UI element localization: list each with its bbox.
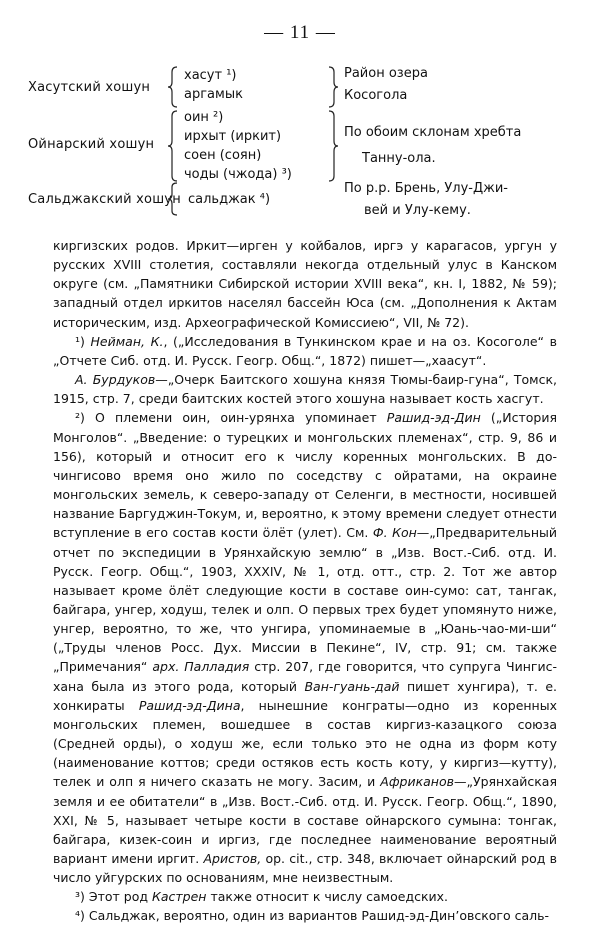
- clan-list: [188, 190, 270, 209]
- footnote-3: [53, 887, 557, 906]
- clan-item: хасут ¹): [184, 68, 237, 83]
- khoshun-name: Сальджакский хошун: [28, 192, 181, 207]
- page-number: — 11 —: [264, 22, 336, 43]
- left-brace: [168, 110, 178, 182]
- footnote-text: —„Предварительный отчет по экспедиции в Урянхайскую землю“ в „Изв. Вост.-Сиб. отд. И. Русск. Геогр. Общ.“, 1903, XXXIV, № 1, отд. отт., стр. 2. Тот же автор называет кроме öлёт следующие кости в составе оин-сумо: сат, тангак, байгара, унгер, ходуш, телек и олп. О первых трех будет упомянуто ниже, унгер, вероятно, то же, что унгира, упоминаемые в „Юань-чао-ми-ши“ („Труды членов Росс. Дух. Миссии в Пекине“, IV, стр. 91; см. также „Примечания“: [53, 525, 557, 675]
- clan-list: [184, 66, 243, 104]
- clan-item: оин ²): [184, 110, 224, 125]
- footnote-4: [53, 906, 557, 925]
- author-name: Ван-гуань-дай: [304, 678, 400, 694]
- footnote-text: —„Очерк Баитского хошуна князя Тюмы-баир-гуна“, Томск, 1915, стр. 7, среди баитских костей этого хошуна называет кость хасгут.: [53, 372, 557, 407]
- footnote-text: ³) Этот род: [75, 889, 152, 905]
- author-name: А. Бурдуков: [75, 372, 156, 388]
- author-name: Африканов: [380, 774, 454, 790]
- author-name: арх. Палладия: [152, 659, 250, 675]
- author-name: Рашид-эд-Дина: [138, 697, 241, 713]
- region: [344, 178, 508, 222]
- footnote-1: [53, 332, 557, 370]
- footnote-marker: ¹): [75, 333, 91, 349]
- footnote-text: ⁴) Сальджак, вероятно, один из вариантов Рашид-эд-Дин’овского саль-: [75, 908, 549, 924]
- region-line: По обоим склонам хребта: [344, 125, 522, 140]
- footnote-text: op. cit., стр. 348, включает ойнарский род в число уйгурских по основаниям, мне неизвестным.: [53, 851, 557, 886]
- region: [344, 63, 428, 107]
- author-name: Аристов,: [203, 851, 262, 866]
- clan-item: сальджак ⁴): [188, 192, 271, 207]
- footnote-text: , („Исследования в Тункинском крае и на оз. Косоголе“ в „Отчете Сиб. отд. И. Русск. Геогр. Общ.“, 1872) пишет—„хаасут“.: [53, 333, 557, 368]
- region-line: Район озера: [344, 66, 428, 81]
- region-line: Танну-ола.: [362, 151, 436, 166]
- region: [344, 120, 521, 172]
- author-name: Кастрен: [151, 889, 207, 905]
- footnote-text: —„Урянхайская земля и ее обитатели“ в „Изв. Вост.-Сиб. отд. И. Русск. Геогр. Общ.“, 1890, XXI, № 5, называет четыре кости в составе ойнарского сумына: тонгак, байгара, кизек-соин и иргиз, где последнее наименование вероятный вариант имени иргит.: [53, 774, 557, 866]
- footnote-text: , нынешние конграты—одно из коренных монгольских племен, вошедшее в состав киргиз-казацкого союза (Средней орды), о ходуш же, если только это не одна из форм коту (наименование коттов; среди остяков есть кость коту, у киргиз—кутту), телек и олп я ничего сказать не могу. Засим, и: [53, 697, 557, 790]
- author-name: Рашид-эд-Дин: [386, 410, 481, 426]
- khoshun-name: Хасутский хошун: [28, 80, 151, 95]
- footnote-text: пишет хунгира), т. е. хонкираты: [53, 678, 557, 713]
- clan-list: [184, 108, 292, 184]
- clan-item: ирхыт (иркит): [184, 129, 282, 144]
- author-name: Нейман, К.: [90, 333, 164, 349]
- footnote-text: ²) О племени оин, оин-урянха упоминает: [75, 410, 387, 426]
- region-line: Косогола: [344, 88, 408, 103]
- left-brace: [168, 182, 178, 216]
- body-text: [53, 236, 557, 926]
- author-name: Ф. Кон: [372, 525, 417, 541]
- paragraph-text: киргизских родов. Иркит—ирген у койбалов, иргэ у карагасов, ургун у русских XVIII столетия, составляли некогда отдельный улус в Канском округе (см. „Памятники Сибирской истории XVIII века“, кн. I, 1882, № 59); западный отдел иркитов населял бассейн Юса (см. „Дополнения к Актам историческим, изд. Археографической Комиссиею“, VII, № 72).: [53, 238, 557, 330]
- right-brace: [328, 66, 338, 108]
- region-line: вей и Улу-кему.: [364, 203, 471, 218]
- footnote-text: также относит к числу самоедских.: [206, 889, 449, 905]
- left-brace: [168, 66, 178, 108]
- clan-item: чоды (чжода) ³): [184, 167, 292, 182]
- footnote-2: [53, 408, 557, 887]
- clan-item: соен (соян): [184, 148, 262, 163]
- footnote-text: („История Монголов“. „Введение: о турецких и монгольских племенах“, стр. 9, 86 и 156), который и относит его к числу коренных монгольских. В до-чингисово время оно жило по соседству с ойратами, на окраине монгольских земель, к северо-западу от Селенги, в местности, носившей название Баргуджин-Токум, и, вероятно, к этому времени следует отнести вступление в его состав кости öлёт (улет). См.: [53, 410, 557, 541]
- paragraph: [53, 236, 557, 332]
- clan-item: аргамык: [184, 87, 243, 102]
- right-brace: [328, 110, 338, 182]
- footnote-text: стр. 207, где говорится, что супруга Чингис-хана была из этого рода, который: [53, 659, 557, 694]
- region-line: По р.р. Брень, Улу-Джи-: [344, 181, 508, 196]
- footnote-1b: [53, 370, 557, 408]
- khoshun-name: Ойнарский хошун: [28, 137, 155, 152]
